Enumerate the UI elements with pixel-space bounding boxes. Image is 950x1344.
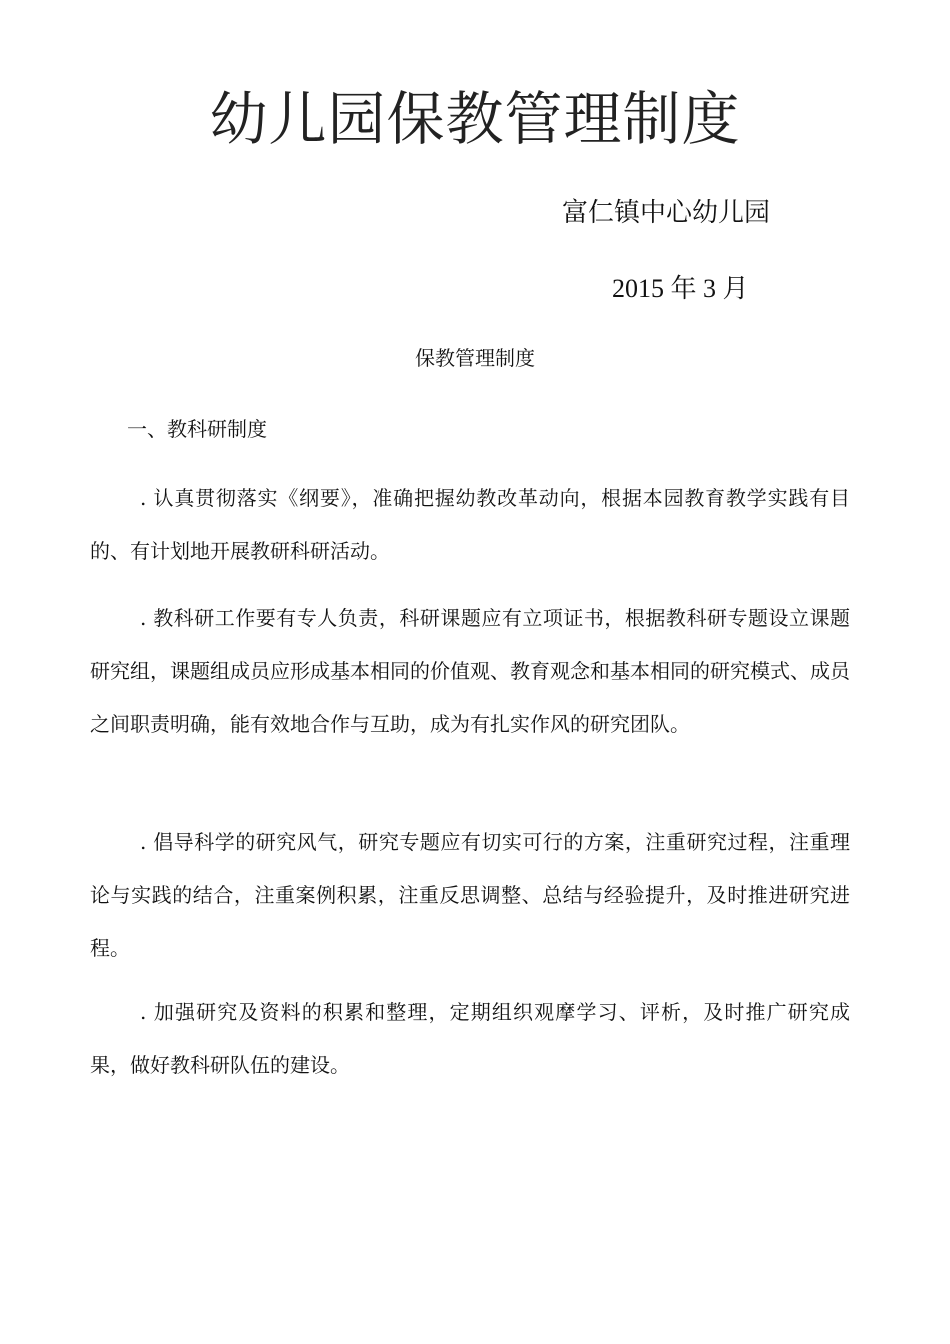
organization-name: 富仁镇中心幼儿园 bbox=[562, 198, 771, 228]
section-title: 保教管理制度 bbox=[415, 346, 535, 370]
paragraph-3: . 倡导科学的研究风气，研究专题应有切实可行的方案，注重研究过程，注重理论与实践的结合，注重案例积累，注重反思调整、总结与经验提升，及时推进研究进程。 bbox=[90, 830, 850, 960]
paragraph-2: . 教科研工作要有专人负责，科研课题应有立项证书，根据教科研专题设立课题研究组，课题组成员应形成基本相同的价值观、教育观念和基本相同的研究模式、成员之间职责明确，能有效地合作与互助，成为有扎实作风的研究团队。 bbox=[90, 606, 850, 736]
document-date: 2015 年 3 月 bbox=[612, 274, 749, 303]
section-heading: 一、教科研制度 bbox=[127, 417, 267, 441]
paragraph-4: . 加强研究及资料的积累和整理，定期组织观摩学习、评析，及时推广研究成果，做好教科研队伍的建设。 bbox=[90, 1000, 850, 1077]
paragraph-1: . 认真贯彻落实《纲要》，准确把握幼教改革动向，根据本园教育教学实践有目的、有计划地开展教研科研活动。 bbox=[90, 486, 850, 563]
document-title: 幼儿园保教管理制度 bbox=[209, 85, 741, 153]
